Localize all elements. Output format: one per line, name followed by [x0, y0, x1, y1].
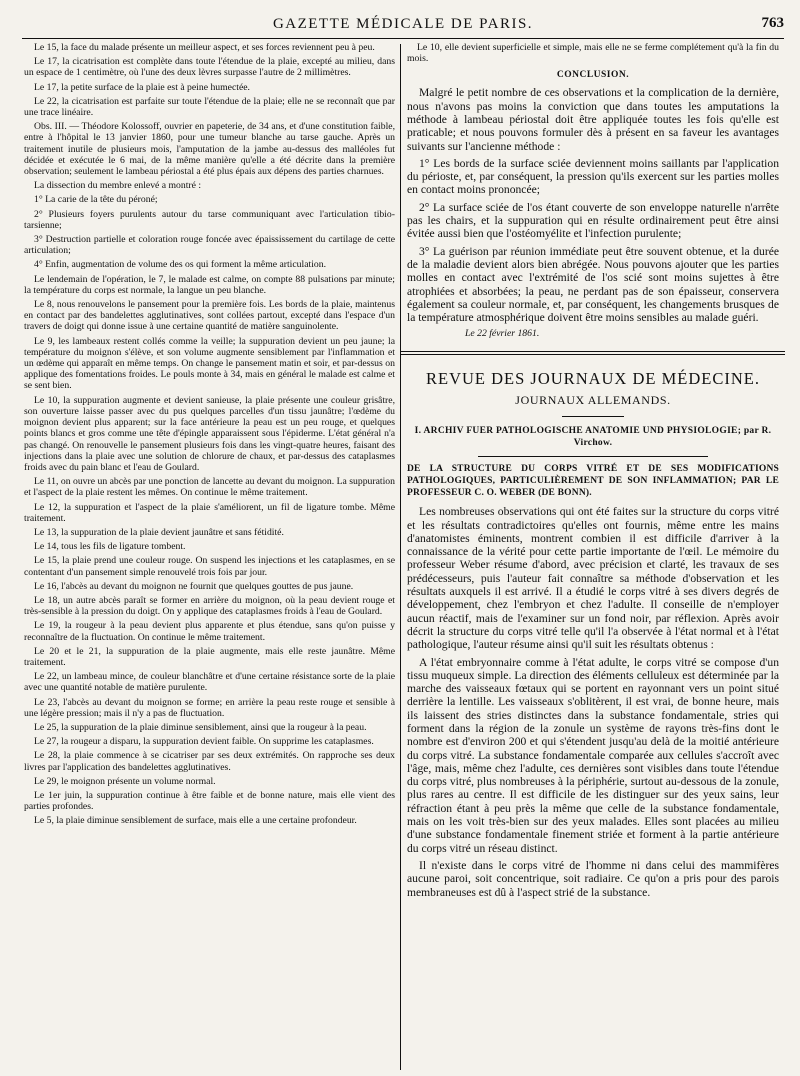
- observation-paragraph: Le 1er juin, la suppuration continue à être faible et de bonne nature, mais elle vient des parties profondes.: [24, 789, 395, 813]
- observation-paragraph: Le 16, l'abcès au devant du moignon ne fournit que quelques gouttes de pus jaune.: [34, 580, 354, 592]
- observation-paragraph: Le 29, le moignon présente un volume normal.: [34, 775, 216, 787]
- article-body: [407, 505, 779, 899]
- observation-paragraph: Le 10, la suppuration augmente et devient sanieuse, la plaie présente une couleur grisâtre, son ouverture laisse passer avec du pus quelques parcelles d'un tissu jaunâtre; l'œdème du moignon devient plus apparent; sur la face antérieure la peau est un peu rouge, et quelques points blancs et gros comme une tête d'épingle apparaissent sous l'épiderme. L'état général n'a pas changé. On renouvelle le pansement plusieurs fois dans les vingt-quatre heures, faisant des injections dans la plaie avec une solution de chlorure de chaux, et par-dessus des cataplasmes froids avec du pain blanc et l'eau de Goulard.: [24, 394, 395, 473]
- observation-paragraph: Le 25, la suppuration de la plaie diminue sensiblement, ainsi que la rougeur à la peau.: [34, 721, 367, 733]
- short-rule: [562, 416, 624, 417]
- section-separator: [401, 351, 785, 355]
- observation-paragraph: Le 28, la plaie commence à se cicatriser par ses deux extrémités. On rapproche ses deux livres par l'application des bandelettes agglutinatives.: [24, 750, 395, 773]
- observation-paragraph: Le 22, un lambeau mince, de couleur blanchâtre et d'une certaine résistance sorte de la plaie avec une quantité notable de matière purulente.: [24, 671, 395, 694]
- conclusion-body: [407, 86, 779, 324]
- conclusion-paragraph: 1° Les bords de la surface sciée deviennent moins saillants par l'application du périoste, et, par conséquent, la pression qu'ils exercent sur les parties molles en contact moins prononcée;: [407, 156, 779, 197]
- revue-title: REVUE DES JOURNAUX DE MÉDECINE.: [426, 369, 760, 389]
- observation-paragraph: Obs. III. — Théodore Kolossoff, ouvrier en papeterie, de 34 ans, et d'une constitution faible, entre à l'hôpital le 13 janvier 1860, pour une tumeur blanche au tarse gauche. Après un traitement inutile de plusieurs mois, l'amputation de la jambe au-dessus des malléoles fut décidée et exécutée le 6 mai, de la même manière qu'elle a été décrite dans la première observation; seulement le lambeau périostal a été plus épais aux dépens des parties charnues.: [24, 121, 395, 178]
- observation-paragraph: 1° La carie de la tête du péroné;: [34, 194, 158, 206]
- observation-paragraph: Le 19, la rougeur à la peau devient plus apparente et plus étendue, sans qu'on puisse y reconnaître de la fluctuation. On continue le même traitement.: [24, 620, 395, 643]
- article-paragraph: Il n'existe dans le corps vitré de l'homme ni dans celui des mammifères aucune paroi, soit concentrique, soit radiaire. Ce qu'on a pris pour des parois membraneuses est dû à l'aspect strié de la substance.: [407, 858, 779, 899]
- observation-paragraph: Le 11, on ouvre un abcès par une ponction de lancette au devant du moignon. La suppuration et l'aspect de la plaie restent les mêmes. On continue le même traitement.: [24, 476, 395, 499]
- conclusion-paragraph: 3° La guérison par réunion immédiate peut être souvent obtenue, et la durée de la maladie devient alors bien abrégée. Nous pouvons ajouter que les parties molles en contact avec l'extrémité de l'os scié sont moins sujettes à être atrophiées et absorbées; la peau, ne perdant pas de son épaisseur, conservera également sa couleur normale, et, par conséquent, les changements brusques de la température atmosphérique doivent être moins sensibles au malade guéri.: [407, 244, 779, 325]
- observation-paragraph: Le lendemain de l'opération, le 7, le malade est calme, on compte 88 pulsations par minute; la température du corps est normale, la langue un peu blanche.: [24, 273, 395, 296]
- observation-paragraph: La dissection du membre enlevé a montré :: [34, 180, 202, 192]
- observation-end-paragraph: Le 10, elle devient superficielle et simple, mais elle ne se ferme complétement qu'à la fin du mois.: [407, 42, 779, 65]
- article-title: [407, 464, 779, 499]
- observation-paragraph: Le 18, un autre abcès paraît se former en arrière du moignon, où la peau devient rouge et très-sensible à la pression du doigt. On y applique des cataplasmes froids à l'eau de Goulard.: [24, 594, 395, 618]
- conclusion-heading: CONCLUSION.: [556, 70, 630, 81]
- observation-paragraph: 4° Enfin, augmentation de volume des os qui forment la même articulation.: [34, 259, 327, 271]
- article-paragraph: A l'état embryonnaire comme à l'état adulte, le corps vitré se compose d'un tissu muqueux simple. La direction des éléments celluleux est déterminée par la marche des vaisseaux fœtaux qui se portent en rayonnant vers un point situé derrière la lentille. Les vaisseaux s'oblitèrent, il est vrai, de bonne heure, mais ils laissent des stries distinctes dans la substance fondamentale, stries qui forment dans la région de la zonule un système de rayons très-fins dont le nombre est d'environ 200 et qui s'étendent jusqu'au delà de la moitié antérieure du corps vitré. La substance fondamentale comparée aux cellules s'accroît avec l'âge, mais, même chez l'adulte, ces dernières sont visibles dans toute l'étendue du corps vitré, plus nombreuses à la périphérie, surtout au-dessous de la zonule, plus rares au centre. Il est difficile de les distinguer sur des yeux sains, leur réfraction étant à peu près la même que celle de la substance fondamentale, mais on les voit très-bien sur des yeux malades. Elles sont placées au milieu d'une substance fondamentale finement striée et forment à la partie antérieure du corps vitré un réseau distinct.: [407, 655, 779, 855]
- conclusion-paragraph: Malgré le petit nombre de ces observations et la complication de la dernière, nous n'avons pas moins la conviction que dans toutes les amputations la méthode à lambeau périostal doit être appliquée toutes les fois qu'elle est praticable; et nous pouvons formuler dès à présent en sa faveur les avantages suivants sur l'ancienne méthode :: [407, 86, 779, 153]
- observation-paragraph: Le 17, la cicatrisation est complète dans toute l'étendue de la plaie, excepté au milieu, dans un espace de 1 centimètre, où l'une des deux lèvres surpasse l'autre de 2 millimètres.: [24, 56, 395, 79]
- page-header: [22, 12, 784, 39]
- observation-paragraph: Le 5, la plaie diminue sensiblement de surface, mais elle a une certaine profondeur.: [34, 815, 357, 827]
- journal-title: GAZETTE MÉDICALE DE PARIS.: [272, 16, 534, 32]
- observation-paragraph: Le 17, la petite surface de la plaie est à peine humectée.: [34, 81, 250, 93]
- observation-paragraph: Le 15, la face du malade présente un meilleur aspect, et ses forces reviennent peu à peu.: [34, 42, 375, 53]
- right-column: [407, 42, 779, 903]
- observation-paragraph: Le 27, la rougeur a disparu, la suppuration devient faible. On supprime les cataplasmes.: [34, 736, 374, 748]
- revue-subtitle: JOURNAUX ALLEMANDS.: [515, 393, 671, 408]
- conclusion-paragraph: 2° La surface sciée de l'os étant couverte de son enveloppe naturelle n'arrête pas les chairs, et la suppuration qui en résulte ordinairement peut être ainsi évitée aussi bien que l'ostéomyélite et l'infection purulente;: [407, 200, 779, 241]
- observation-paragraph: Le 22, la cicatrisation est parfaite sur toute l'étendue de la plaie; elle ne se reconnaît que par une trace linéaire.: [24, 95, 395, 119]
- observation-paragraph: Le 15, la plaie prend une couleur rouge. On suspend les injections et les cataplasmes, en se contentant d'un pansement simple renouvelé trois fois par jour.: [24, 555, 395, 578]
- observation-paragraph: Le 20 et le 21, la suppuration de la plaie augmente, mais elle reste jaunâtre. Même traitement.: [24, 645, 395, 668]
- article-title-text: DE LA STRUCTURE DU CORPS VITRÉ ET DE SES MODIFICATIONS PATHOLOGIQUES, PARTICULIÈREMENT DE SON INFLAMMATION; PAR LE PROFESSEUR C. O. WEBER (DE BONN).: [407, 464, 779, 498]
- archiv-heading: I. ARCHIV FUER PATHOLOGISCHE ANATOMIE UND PHYSIOLOGIE; par R. Virchow.: [414, 426, 772, 449]
- column-divider: [400, 44, 401, 1070]
- observation-paragraph: Le 13, la suppuration de la plaie devient jaunâtre et sans fétidité.: [34, 526, 284, 538]
- observation-paragraph: Le 14, tous les fils de ligature tombent.: [34, 541, 186, 553]
- observation-paragraph: 2° Plusieurs foyers purulents autour du tarse communiquant avec l'articulation tibio-tarsienne;: [24, 208, 395, 231]
- article-paragraph: Les nombreuses observations qui ont été faites sur la structure du corps vitré et les résultats contradictoires qu'elles ont fournis, même entre les mains d'anatomistes éminents, montrent combien il est difficile d'arriver à la connaissance de la vérité pour cette partie importante de l'œil. Le mémoire du professeur Weber résume d'abord, avec précision et clarté, les travaux de ses prédécesseurs, puis l'auteur fait connaître sa méthode d'observation et les résultats auxquels il est arrivé. Il a étudié le corps vitré à ses divers degrés de développement, chez l'embryon et chez l'adulte. Il conseille de n'employer aucun réactif, mais de l'examiner sur un fond noir, par réflexion. Après avoir décrit la structure du corps vitré telle qu'il l'a observée à l'état normal et à l'état pathologique, l'auteur résume ainsi qu'il suit les résultats obtenus :: [407, 505, 779, 652]
- mid-rule: [478, 456, 708, 457]
- left-column: [24, 42, 395, 830]
- observation-paragraph: Le 8, nous renouvelons le pansement pour la première fois. Les bords de la plaie, maintenus en contact par des bandelettes agglutinatives, sont collées partout, excepté dans l'espace d'un travers de doigt qui donne issue à une certaine quantité de matière sanguinolente.: [24, 299, 395, 333]
- observation-paragraph: Le 12, la suppuration et l'aspect de la plaie s'améliorent, un fil de ligature tombe. Même traitement.: [24, 501, 395, 524]
- conclusion-date: Le 22 février 1861.: [465, 328, 540, 340]
- observation-paragraph: Le 23, l'abcès au devant du moignon se forme; en arrière la peau reste rouge et sensible à une légère pression; mais il n'y a pas de fluctuation.: [24, 696, 395, 719]
- observation-paragraph: Le 9, les lambeaux restent collés comme la veille; la suppuration devient un peu jaune; la température du moignon s'élève, et son volume augmente sensiblement par l'inflammation et un œdème qui apparaît en même temps. On change le pansement matin et soir, et par-dessus on applique des fomentations froides. Le pouls monte à 34, mais en général le malade est calme et se sent bien.: [24, 335, 395, 392]
- observation-paragraph: 3° Destruction partielle et coloration rouge foncée avec épaississement du cartilage de cette articulation;: [24, 234, 395, 257]
- page-number: 763: [761, 15, 784, 31]
